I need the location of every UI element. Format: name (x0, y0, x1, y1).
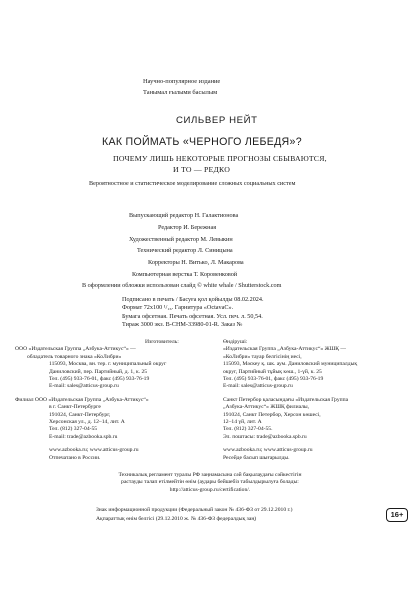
manufacturer-kz (223, 339, 413, 462)
kz-manufacturer-web-line: Ресейде басып шығарылды. (223, 454, 290, 461)
print-info-line: Бумага офсетная. Печать офсетная. Усл. печ. л. 50,54. (122, 312, 263, 320)
genre-label: Научно-популярное издание (143, 78, 221, 85)
book-subtitle-line-2: И ТО — РЕДКО (173, 165, 231, 174)
manufacturer-web-line: www.azbooka.ru; www.atticus-group.ru (49, 447, 139, 454)
age-rating-badge: 16+ (386, 508, 408, 522)
age-note-line: Ақпараттық өнім белгісі (29.12.2010 ж. № 436-ФЗ федералдық заң) (96, 515, 257, 522)
kz-manufacturer-line: «КоЛибри» тауар белгісінің иесі, (223, 353, 302, 360)
kz-manufacturer-branch-line: 12–14 үй, лит. А (223, 419, 262, 426)
manufacturer-line: Даниловский, пер. Партийный, д. 1, к. 25 (49, 368, 148, 375)
manufacturer-line: ООО «Издательская Группа „Азбука-Аттикус“» — (15, 346, 136, 353)
kz-manufacturer-line: «Издательская Группа „Азбука-Аттикус“» ЖШҚ — (223, 346, 346, 353)
author-name: СИЛЬВЕР НЕЙТ (176, 115, 258, 126)
series-note: Вероятностное и статистическое моделирование сложных социальных систем (89, 180, 296, 187)
book-title: КАК ПОЙМАТЬ «ЧЕРНОГО ЛЕБЕДЯ»? (102, 136, 302, 148)
print-info (122, 296, 264, 330)
book-subtitle-line-1: ПОЧЕМУ ЛИШЬ НЕКОТОРЫЕ ПРОГНОЗЫ СБЫВАЮТСЯ, (113, 154, 327, 163)
manufacturer-branch-line: Херсонская ул., д. 12–14, лит. А (49, 419, 125, 426)
kz-manufacturer-branch-line: Тел. (812) 327-04-55. (223, 426, 273, 433)
print-info-line: Подписано в печать / Басуға қол қойылды 08.02.2024. (122, 296, 264, 303)
credits-list (129, 210, 244, 281)
credit-line: Художественный редактор М. Левыкин (129, 235, 233, 243)
manufacturer-line: обладатель товарного знака «КоЛибри» (27, 353, 122, 360)
manufacturer-branch-line: 191024, Санкт-Петербург, (49, 411, 111, 418)
kz-manufacturer-branch-line: Санкт Петербор қаласындағы «Издательская Группа (223, 396, 349, 403)
conformity-line: растауды талап етілмейтін өнім (аудары бейшебіз табылдырылуға болады: (121, 479, 299, 486)
credit-line: Компьютерная верстка Т. Коровенковой (132, 270, 238, 278)
credit-line: Выпускающий редактор Н. Галактионова (129, 212, 239, 219)
manufacturer-branch-line: Тел. (812) 327-04-55 (49, 426, 98, 433)
manufacturer-web-line: Отпечатано в России. (49, 454, 101, 461)
age-note (96, 506, 292, 523)
cover-note: В оформлении обложки использован слайд © white whale / Shutterstock.com (82, 282, 282, 289)
conformity-note (60, 472, 360, 494)
kz-manufacturer-branch-line: Эл. поштасы: trade@azbooka.spb.ru (223, 433, 307, 440)
manufacturer-line: E-mail: sales@atticus-group.ru (49, 383, 119, 390)
manufacturer-branch-line: Филиал ООО «Издательская Группа „Азбука-Аттикус“» (15, 396, 149, 403)
manufacturer-line: Тел. (495) 933-76-01, факс (495) 933-76-19 (49, 376, 150, 383)
print-info-line: Формат 72х100 ¹/₁₆. Гарнитура «OctavaC». (122, 304, 234, 312)
manufacturer-branch-line: в г. Санкт-Петербурге (49, 404, 101, 411)
print-info-line: Тираж 3000 экз. B-CHM-33980-01-R. Заказ № (122, 321, 243, 329)
kz-manufacturer-branch-line: „Азбука-Аттикус“» ЖШҚ филиалы, (223, 404, 310, 411)
kz-manufacturer-line: Тел. (495) 933-76-01, факс (495) 933-76-19 (223, 376, 324, 383)
kz-manufacturer-web-line: www.azbooka.ru; www.atticus-group.ru (223, 447, 313, 454)
manufacturer-branch-line: E-mail: trade@azbooka.spb.ru (49, 433, 118, 440)
manufacturer-ru (15, 339, 211, 462)
kz-manufacturer-heading: Өндіруші: (223, 339, 248, 345)
manufacturer-line: 115093, Москва, вн. тер. г. муниципальный округ (49, 361, 167, 368)
credit-line: Корректоры Н. Витько, Л. Макарова (148, 259, 244, 267)
kz-manufacturer-line: E-mail: sales@atticus-group.ru (223, 383, 293, 390)
age-note-line: Знак информационной продукции (Федеральный закон № 436-ФЗ от 29.12.2010 г.) (96, 507, 293, 513)
kz-manufacturer-line: округ, Партийный тұйық көш., 1-үй, к. 25 (223, 368, 322, 375)
credit-line: Технический редактор Л. Синицына (137, 247, 233, 255)
genre-label-kz: Танымал ғылыми басылым (143, 89, 218, 96)
conformity-line: Техникалық регламент туралы РФ заңнамасына сәй бақылаудағы сәйкестігін (118, 472, 302, 478)
conformity-line: http://atticus-group.ru/certification/. (169, 486, 251, 493)
kz-manufacturer-branch-line: 191024, Санкт Петербор, Херсон көшесі, (223, 411, 321, 418)
kz-manufacturer-line: 115093, Мәскеу қ. шк. аум. Даниловский муниципалдық (223, 361, 358, 368)
manufacturer-heading: Изготовитель: (145, 339, 179, 345)
credit-line: Редактор И. Бережная (158, 223, 217, 231)
